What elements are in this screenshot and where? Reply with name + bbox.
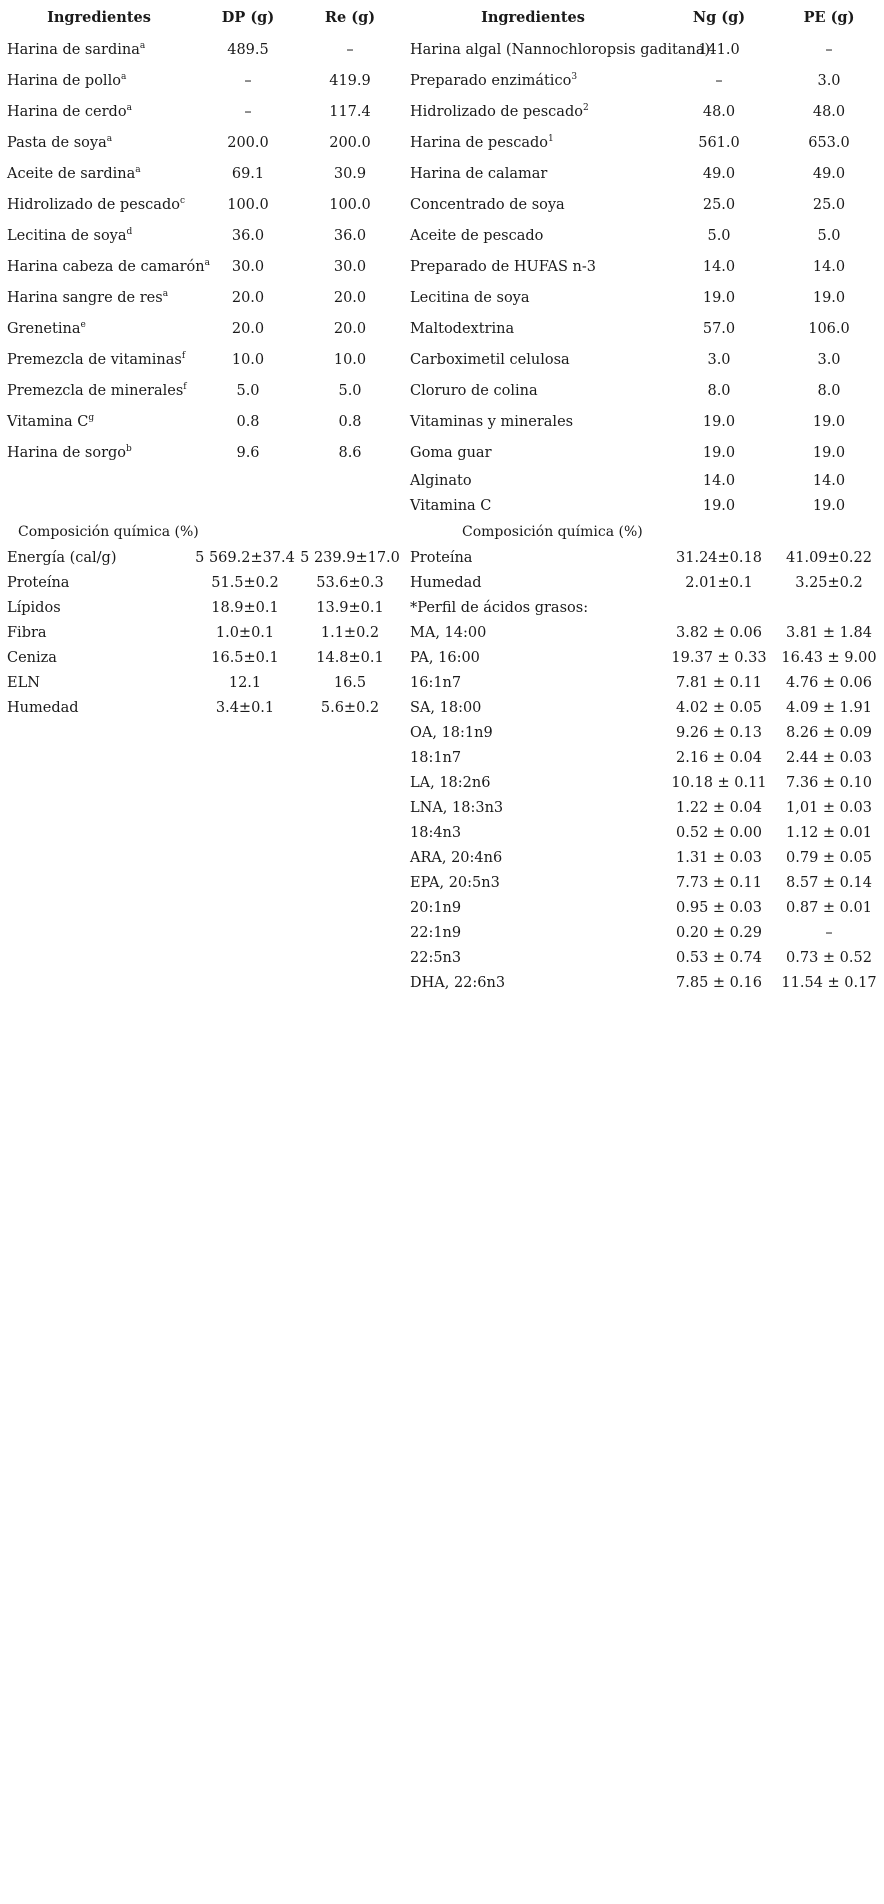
ng-value: 2.01±0.1 [685,574,753,591]
table-row [0,344,402,375]
ingredient-label: Harina de cerdo [7,103,127,120]
composition-row [402,545,884,570]
pe-value: 19.0 [812,413,846,430]
ingredient-name [0,290,198,306]
ingredient-name [402,104,664,120]
dp-value: 18.9±0.1 [211,599,279,616]
footnote-mark: a [204,257,210,268]
ng-value: 19.0 [702,444,736,461]
ingredient-label: Hidrolizado de pescado [7,196,180,213]
ingredient-label: Preparado de HUFAS n-3 [410,258,597,275]
ingredient-name [0,352,198,368]
re-value: 14.8±0.1 [316,649,384,666]
composition-name: SA, 18:00 [410,699,482,716]
composition-row [402,845,884,870]
ng-value: 1.22 ± 0.04 [676,799,762,816]
ingredient-name [402,135,664,151]
ingredient-label: Harina de pescado [410,134,549,151]
ingredient-name [402,414,664,430]
composition-row [0,645,402,670]
header-re: Re (g) [324,8,376,26]
re-value: 10.0 [333,351,367,368]
ng-value: 0.20 ± 0.29 [676,924,762,941]
ng-value: 4.02 ± 0.05 [676,699,762,716]
ingredient-label: Maltodextrina [410,320,515,337]
ingredient-name [402,352,664,368]
pe-value: 3.81 ± 1.84 [786,624,872,641]
pe-value: 4.76 ± 0.06 [786,674,872,691]
ingredient-label: Harina de sardina [7,41,140,58]
pe-value: 106.0 [808,320,850,337]
ingredient-label: Lecitina de soya [7,227,127,244]
composition-name: LNA, 18:3n3 [410,799,504,816]
pe-value: 7.36 ± 0.10 [786,774,872,791]
table-row [0,282,402,313]
ng-value: 49.0 [702,165,736,182]
header-dp: DP (g) [221,8,275,26]
composition-rows [402,545,884,995]
re-value: 53.6±0.3 [316,574,384,591]
ng-value: 10.18 ± 0.11 [671,774,767,791]
composition-name: DHA, 22:6n3 [410,974,506,991]
ng-value: 3.82 ± 0.06 [676,624,762,641]
table-header [402,0,884,34]
composition-name: 22:1n9 [410,924,462,941]
dp-value: 9.6 [236,444,260,461]
dp-value: 20.0 [231,320,265,337]
ingredient-name [0,414,198,430]
ingredient-name [402,73,664,89]
composition-title: Composición química (%) [462,523,643,540]
composition-title: Composición química (%) [18,523,199,540]
table-row [402,127,884,158]
pe-value: 19.0 [812,497,846,514]
table-row [0,34,402,65]
ng-value: 0.53 ± 0.74 [676,949,762,966]
footnote-mark: g [88,412,95,423]
header-pe: PE (g) [803,8,855,26]
ingredient-name [0,166,198,182]
composition-row [402,795,884,820]
footnote-mark: b [126,443,132,454]
ingredient-rows [0,34,402,468]
ng-value: 7.85 ± 0.16 [676,974,762,991]
ingredient-name [402,473,664,489]
ingredient-label: Vitamina C [7,413,89,430]
footnote-mark: c [179,195,186,206]
re-value: 200.0 [329,134,371,151]
footnote-mark: a [139,40,146,51]
composition-row [402,670,884,695]
ingredient-label: Harina sangre de res [7,289,163,306]
ingredient-name [0,104,198,120]
table-row [402,65,884,96]
ingredient-label: Aceite de pescado [410,227,544,244]
re-value: 16.5 [333,674,367,691]
footnote-mark: a [162,288,169,299]
footnote-mark: a [120,71,127,82]
ingredient-name [0,228,198,244]
header-ingredients: Ingredientes [47,8,151,26]
table-row [402,158,884,189]
table-row [402,189,884,220]
ingredient-name [402,41,711,58]
ingredient-label: Cloruro de colina [410,382,538,399]
ng-value: 1.31 ± 0.03 [676,849,762,866]
ng-value: – [715,72,723,89]
ng-value: 141.0 [698,41,740,58]
table-row [0,158,402,189]
ingredient-name [402,166,664,182]
table-row [0,96,402,127]
composition-row [402,620,884,645]
table-row [0,313,402,344]
header-ng: Ng (g) [692,8,746,26]
pe-value: 11.54 ± 0.17 [781,974,877,991]
composition-row [402,570,884,595]
dp-value: 0.8 [236,413,260,430]
pe-value: 49.0 [812,165,846,182]
table-row [402,437,884,468]
pe-value: 16.43 ± 9.00 [781,649,877,666]
re-value: 5.6±0.2 [320,699,380,716]
pe-value: 3.25±0.2 [795,574,863,591]
diet-table-dp-re [0,0,402,720]
dp-value: 30.0 [231,258,265,275]
dp-value: 5 569.2±37.4 [195,549,295,566]
ingredient-label: Hidrolizado de pescado [410,103,583,120]
ng-value: 14.0 [702,258,736,275]
ng-value: 2.16 ± 0.04 [676,749,762,766]
table-row [402,344,884,375]
pe-value: 0.87 ± 0.01 [786,899,872,916]
composition-name: Fibra [7,624,47,641]
spacer-row [0,468,402,493]
pe-value: 0.73 ± 0.52 [786,949,872,966]
dp-value: 10.0 [231,351,265,368]
ng-value: 7.81 ± 0.11 [676,674,762,691]
dp-value: 1.0±0.1 [215,624,275,641]
composition-row [402,970,884,995]
dp-value: 489.5 [227,41,269,58]
ng-value: 19.0 [702,413,736,430]
ingredient-name [0,135,198,151]
re-value: 1.1±0.2 [320,624,380,641]
composition-name: ELN [7,674,40,691]
re-value: 20.0 [333,289,367,306]
footnote-mark: 3 [571,71,578,82]
ng-value: 19.37 ± 0.33 [671,649,767,666]
footnote-mark: f [181,350,186,361]
composition-row [402,770,884,795]
footnote-mark: a [106,133,113,144]
composition-name: OA, 18:1n9 [410,724,493,741]
composition-row [402,895,884,920]
ingredient-name [0,257,210,275]
composition-name: Humedad [410,574,482,591]
composition-name: 20:1n9 [410,899,462,916]
re-value: – [346,41,354,58]
table-header [0,0,402,34]
ingredient-label: Carboximetil celulosa [410,351,570,368]
ng-value: 31.24±0.18 [676,549,762,566]
re-value: 36.0 [333,227,367,244]
ingredient-label: Alginato [410,472,472,489]
footnote-mark: 2 [582,102,589,113]
pe-value: – [825,924,833,941]
pe-value: 2.44 ± 0.03 [786,749,872,766]
ingredient-name [402,290,664,306]
table-row [402,96,884,127]
ingredient-label: Harina algal (Nannochloropsis gaditana) [410,41,711,58]
ng-value: 0.52 ± 0.00 [676,824,762,841]
ng-value: 3.0 [707,351,731,368]
ingredient-name [0,42,198,58]
ingredient-name [0,197,198,213]
header-ingredients: Ingredientes [481,8,585,26]
pe-value: 19.0 [812,289,846,306]
composition-row [402,595,884,620]
composition-name: PA, 16:00 [410,649,480,666]
table-row [0,375,402,406]
table-row [0,220,402,251]
composition-rows [0,545,402,720]
ingredient-label: Aceite de sardina [7,165,136,182]
table-row [0,127,402,158]
pe-value: 8.0 [817,382,841,399]
ingredient-label: Pasta de soya [7,134,107,151]
re-value: 0.8 [338,413,362,430]
composition-name: LA, 18:2n6 [410,774,491,791]
composition-row [0,570,402,595]
dp-value: 36.0 [231,227,265,244]
composition-row [402,695,884,720]
pe-value: 14.0 [812,258,846,275]
ng-value: 9.26 ± 0.13 [676,724,762,741]
ingredient-label: Vitaminas y minerales [410,413,574,430]
dp-value: – [244,72,252,89]
composition-name: *Perfil de ácidos grasos: [410,599,589,616]
footnote-mark: d [126,226,133,237]
pe-value: 8.57 ± 0.14 [786,874,872,891]
table-row [0,251,402,282]
pe-value: 41.09±0.22 [786,549,872,566]
re-value: 100.0 [329,196,371,213]
ng-value: 14.0 [702,472,736,489]
pe-value: 3.0 [817,72,841,89]
composition-row [402,745,884,770]
re-value: 20.0 [333,320,367,337]
ingredient-label: Preparado enzimático [410,72,572,89]
re-value: 5.0 [338,382,362,399]
ingredient-label: Premezcla de minerales [7,382,184,399]
ingredient-name [0,445,198,461]
pe-value: – [825,41,833,58]
table-row [402,282,884,313]
ingredient-label: Harina de pollo [7,72,121,89]
ng-value: 0.95 ± 0.03 [676,899,762,916]
table-row [402,493,884,518]
dp-value: 3.4±0.1 [215,699,275,716]
table-row [402,313,884,344]
composition-row [0,545,402,570]
table-row [402,375,884,406]
composition-name: Proteína [410,549,473,566]
ng-value: 561.0 [698,134,740,151]
footnote-mark: f [183,381,187,392]
dp-value: 100.0 [227,196,269,213]
ingredient-name [402,445,664,461]
table-row [402,220,884,251]
ingredient-name [0,383,198,399]
ingredient-label: Premezcla de vitaminas [7,351,182,368]
table-row [0,437,402,468]
dp-value: 12.1 [228,674,262,691]
re-value: 30.0 [333,258,367,275]
composition-name: 16:1n7 [410,674,462,691]
re-value: 8.6 [338,444,362,461]
dp-value: 5.0 [236,382,260,399]
pe-value: 3.0 [817,351,841,368]
pe-value: 14.0 [812,472,846,489]
re-value: 419.9 [329,72,371,89]
ingredient-name [402,228,664,244]
table-row [0,65,402,96]
ingredient-name [0,321,198,337]
ingredient-name [0,73,198,89]
ingredient-label: Grenetina [7,320,81,337]
pe-value: 8.26 ± 0.09 [786,724,872,741]
ingredient-rows [402,34,884,518]
dp-value: 16.5±0.1 [211,649,279,666]
composition-name: EPA, 20:5n3 [410,874,500,891]
ingredient-name [402,383,664,399]
table-row [402,251,884,282]
table-row [402,468,884,493]
table-row [0,406,402,437]
composition-name: Proteína [7,574,70,591]
pe-value: 0.79 ± 0.05 [786,849,872,866]
table-row [402,34,884,65]
ingredient-label: Harina de calamar [410,165,548,182]
dp-value: – [244,103,252,120]
dp-value: 51.5±0.2 [211,574,279,591]
composition-name: 18:4n3 [410,824,462,841]
ng-value: 5.0 [707,227,731,244]
footnote-mark: e [80,319,86,330]
table-row [0,189,402,220]
footnote-mark: 1 [548,133,554,144]
ng-value: 48.0 [702,103,736,120]
composition-row [402,920,884,945]
re-value: 5 239.9±17.0 [300,549,400,566]
composition-name: Lípidos [7,599,61,616]
dp-value: 20.0 [231,289,265,306]
pe-value: 1.12 ± 0.01 [786,824,872,841]
pe-value: 25.0 [812,196,846,213]
pe-value: 48.0 [812,103,846,120]
composition-row [0,695,402,720]
pe-value: 653.0 [808,134,850,151]
composition-name: Energía (cal/g) [7,549,117,566]
ingredient-label: Harina cabeza de camarón [7,258,205,275]
composition-name: 18:1n7 [410,749,462,766]
composition-name: 22:5n3 [410,949,462,966]
composition-name: ARA, 20:4n6 [410,849,503,866]
composition-row [402,820,884,845]
composition-name: MA, 14:00 [410,624,487,641]
ingredient-label: Goma guar [410,444,492,461]
ingredient-label: Vitamina C [410,497,492,514]
re-value: 13.9±0.1 [316,599,384,616]
pe-value: 5.0 [817,227,841,244]
spacer-row [0,493,402,518]
diet-table-ng-pe [402,0,884,995]
ingredient-label: Concentrado de soya [410,196,565,213]
footnote-mark: a [126,102,132,113]
composition-row [402,645,884,670]
pe-value: 4.09 ± 1.91 [786,699,872,716]
ingredient-name [402,321,664,337]
composition-name: Ceniza [7,649,57,666]
composition-row [402,870,884,895]
composition-row [402,720,884,745]
ng-value: 7.73 ± 0.11 [676,874,762,891]
pe-value: 19.0 [812,444,846,461]
re-value: 30.9 [333,165,367,182]
composition-row [402,945,884,970]
ng-value: 19.0 [702,497,736,514]
ingredient-name [402,259,664,275]
table-row [402,406,884,437]
composition-row [0,670,402,695]
ng-value: 25.0 [702,196,736,213]
ingredient-name [402,197,664,213]
ng-value: 57.0 [702,320,736,337]
ingredient-label: Lecitina de soya [410,289,530,306]
re-value: 117.4 [329,103,371,120]
composition-row [0,595,402,620]
ng-value: 8.0 [707,382,731,399]
ingredient-name [402,498,664,514]
pe-value: 1,01 ± 0.03 [786,799,872,816]
ng-value: 19.0 [702,289,736,306]
dp-value: 200.0 [227,134,269,151]
composition-name: Humedad [7,699,79,716]
ingredient-label: Harina de sorgo [7,444,127,461]
dp-value: 69.1 [231,165,265,182]
composition-row [0,620,402,645]
footnote-mark: a [135,164,141,175]
